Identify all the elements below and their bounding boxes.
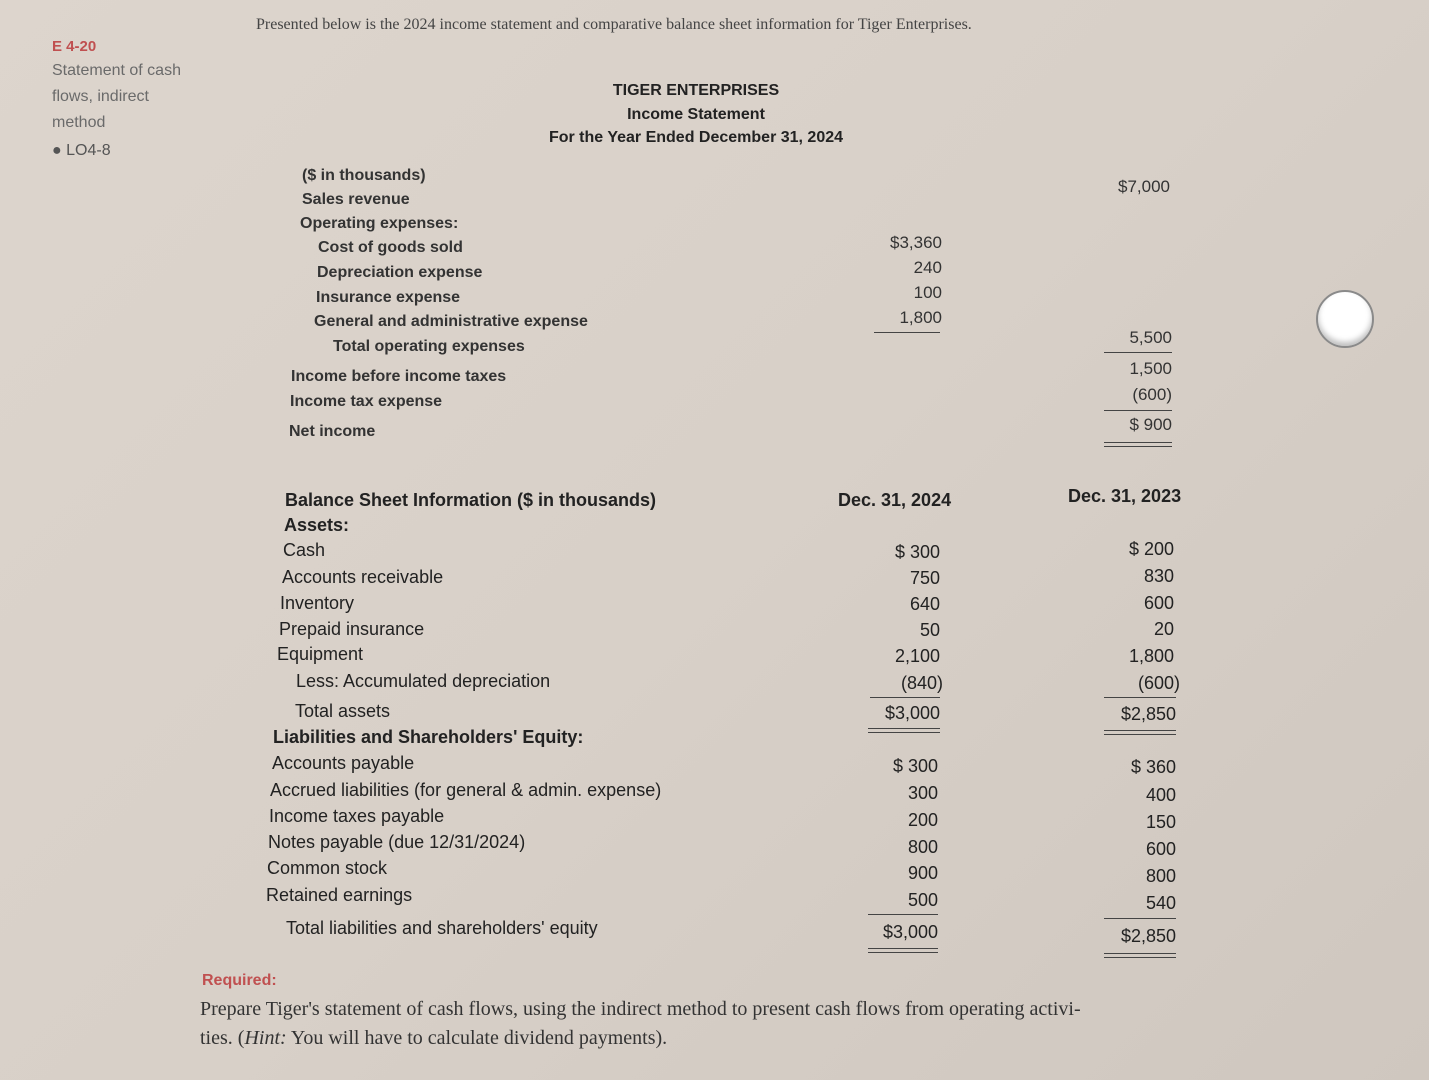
- sales-label: Sales revenue: [302, 191, 410, 208]
- liab-row-label: Accounts payable: [272, 753, 415, 773]
- asset-row-2024: $ 300: [894, 542, 940, 562]
- ibt-value: 1,500: [1129, 359, 1172, 378]
- liab-row-2023: 600: [1145, 839, 1176, 859]
- assets-subtotal-rule-2023: [1104, 697, 1176, 698]
- ga-value: 1,800: [899, 308, 942, 327]
- tax-value: (600): [1132, 385, 1172, 404]
- ins-label: Insurance expense: [316, 289, 461, 306]
- exercise-code: E 4-20: [52, 38, 97, 55]
- asset-row-2024: 50: [919, 620, 940, 640]
- liab-subtotal-rule-2024: [868, 914, 938, 915]
- required-text-line2: [200, 1027, 667, 1050]
- liab-row-2024: 500: [907, 890, 938, 910]
- liab-row-2024: 300: [907, 783, 938, 803]
- ga-label: General and administrative expense: [314, 313, 588, 330]
- liab-row-label: Accrued liabilities (for general & admin. expense): [270, 780, 662, 800]
- total-assets-double-rule-2023: [1104, 730, 1176, 735]
- asset-row-2024: 2,100: [894, 646, 940, 666]
- asset-row-2024: 750: [909, 568, 940, 588]
- asset-row-2023: 1,800: [1128, 646, 1174, 666]
- exercise-title-line1: Statement of cash: [52, 62, 181, 79]
- asset-row-2024: 640: [909, 594, 940, 614]
- liab-row-2023: 150: [1145, 812, 1176, 832]
- statement-period: For the Year Ended December 31, 2024: [548, 129, 844, 146]
- liab-row-label: Income taxes payable: [269, 806, 445, 826]
- assets-subtotal-rule-2024: [870, 697, 940, 698]
- required-label: Required:: [202, 972, 277, 989]
- cogs-label: Cost of goods sold: [318, 239, 463, 256]
- liab-row-2023: 540: [1145, 893, 1176, 913]
- liab-row-2023: 400: [1145, 785, 1176, 805]
- asset-row-label: Equipment: [277, 644, 364, 664]
- required-line2-post: You will have to calculate dividend payments).: [286, 1027, 668, 1049]
- asset-row-label: Prepaid insurance: [279, 619, 425, 639]
- asset-row-2023: 20: [1153, 619, 1174, 639]
- liab-row-label: Total liabilities and shareholders' equity: [286, 918, 598, 938]
- ni-label: Net income: [289, 423, 376, 440]
- learning-objective: [52, 142, 111, 160]
- bullet-icon: ●: [52, 142, 62, 159]
- liab-subtotal-rule-2023: [1104, 918, 1176, 919]
- asset-row-label: Less: Accumulated depreciation: [296, 671, 551, 691]
- asset-row-2023: 600: [1143, 593, 1174, 613]
- ins-value: 100: [913, 283, 942, 302]
- learning-objective-label: LO4-8: [66, 142, 111, 159]
- liab-row-2023: $ 360: [1130, 757, 1176, 777]
- subtotal-rule: [874, 332, 940, 333]
- liab-row-2023: 800: [1145, 866, 1176, 886]
- cogs-value: $3,360: [890, 233, 942, 252]
- dep-label: Depreciation expense: [317, 264, 483, 281]
- company-name: TIGER ENTERPRISES: [612, 82, 780, 99]
- asset-row-label: Cash: [283, 540, 326, 560]
- ni-double-rule: [1104, 442, 1172, 447]
- liab-row-2024: $ 300: [892, 756, 938, 776]
- asset-row-2023: 830: [1143, 566, 1174, 586]
- assets-label: Assets:: [284, 515, 350, 535]
- total-assets-double-rule-2024: [868, 728, 940, 733]
- tax-rule: [1104, 410, 1172, 411]
- sales-value: $7,000: [1118, 177, 1170, 196]
- intro-text: Presented below is the 2024 income statement and comparative balance sheet information for Tiger Enterprises.: [256, 16, 972, 33]
- liab-row-2024: 200: [907, 810, 938, 830]
- total-liab-double-rule-2023: [1104, 953, 1176, 958]
- exercise-title-line3: method: [52, 114, 106, 131]
- asset-row-2024: $3,000: [884, 703, 940, 723]
- total-liab-double-rule-2024: [868, 948, 938, 953]
- liab-row-2024: $3,000: [882, 922, 938, 942]
- required-line2-pre: ties. (: [200, 1027, 245, 1049]
- asset-row-2023: (600): [1137, 673, 1180, 693]
- binder-hole: [1316, 290, 1374, 348]
- required-text-line1: Prepare Tiger's statement of cash flows, using the indirect method to present cash flows from operating activi-: [200, 998, 1081, 1020]
- asset-row-label: Total assets: [295, 701, 391, 721]
- ni-value: $ 900: [1129, 415, 1172, 434]
- asset-row-label: Accounts receivable: [282, 567, 444, 587]
- statement-title: Income Statement: [627, 106, 765, 123]
- total-opex-rule: [1104, 352, 1172, 353]
- dep-value: 240: [913, 258, 942, 277]
- liab-row-label: Notes payable (due 12/31/2024): [268, 832, 526, 852]
- units-label: ($ in thousands): [302, 167, 426, 184]
- exercise-title-line2: flows, indirect: [52, 88, 149, 105]
- asset-row-2024: (840): [900, 673, 943, 693]
- tax-label: Income tax expense: [290, 393, 443, 410]
- bs-col-2024: Dec. 31, 2024: [838, 490, 952, 510]
- asset-row-label: Inventory: [280, 593, 355, 613]
- asset-row-2023: $2,850: [1120, 704, 1176, 724]
- total-opex-label: Total operating expenses: [333, 338, 525, 355]
- liab-row-2024: 800: [907, 837, 938, 857]
- liab-label: Liabilities and Shareholders' Equity:: [273, 727, 584, 747]
- asset-row-2023: $ 200: [1128, 539, 1174, 559]
- total-opex-value: 5,500: [1129, 328, 1172, 347]
- ibt-label: Income before income taxes: [291, 368, 507, 385]
- required-hint: Hint:: [244, 1027, 287, 1049]
- liab-row-2024: 900: [907, 863, 938, 883]
- bs-col-2023: Dec. 31, 2023: [1068, 486, 1182, 506]
- liab-row-label: Common stock: [267, 858, 388, 878]
- opex-label: Operating expenses:: [300, 215, 459, 232]
- liab-row-label: Retained earnings: [266, 885, 413, 905]
- bs-title: Balance Sheet Information ($ in thousands): [285, 490, 657, 510]
- liab-row-2023: $2,850: [1120, 926, 1176, 946]
